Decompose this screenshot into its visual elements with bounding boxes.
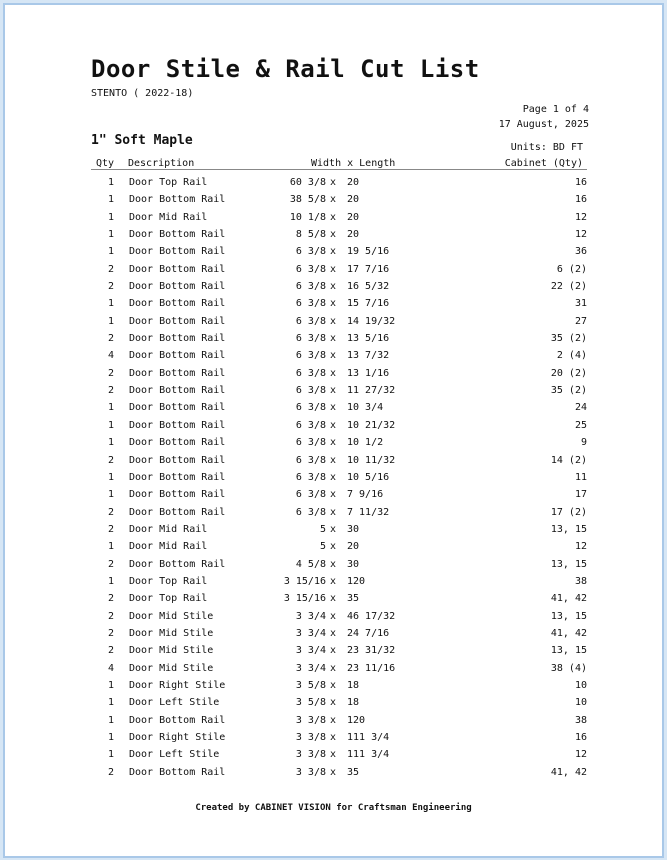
row-width: 6 3/8 xyxy=(295,471,326,483)
row-size-separator: x xyxy=(330,610,337,622)
header-qty: Qty xyxy=(96,158,115,169)
row-qty: 1 xyxy=(107,749,115,761)
row-width: 3 3/4 xyxy=(295,662,326,674)
table-row xyxy=(5,385,667,402)
row-description: Door Bottom Rail xyxy=(129,367,226,379)
row-cabinet: 22 (2) xyxy=(550,281,587,293)
job-name: STENTO ( 2022-18) xyxy=(91,88,194,99)
row-length: 13 7/32 xyxy=(347,350,390,362)
row-size-separator: x xyxy=(330,367,337,379)
table-row xyxy=(5,715,667,732)
row-cabinet: 16 xyxy=(574,732,587,743)
row-qty: 2 xyxy=(107,645,115,657)
row-description: Door Right Stile xyxy=(129,679,226,691)
table-row xyxy=(5,229,667,246)
row-description: Door Bottom Rail xyxy=(129,246,226,258)
row-width: 4 5/8 xyxy=(295,558,326,570)
table-row xyxy=(5,264,667,281)
row-size-separator: x xyxy=(330,229,337,241)
row-size-separator: x xyxy=(330,471,337,483)
row-width: 6 3/8 xyxy=(295,281,326,293)
row-width: 60 3/8 xyxy=(289,177,326,188)
row-qty: 1 xyxy=(107,402,115,414)
row-length: 10 5/16 xyxy=(347,471,390,483)
row-qty: 1 xyxy=(107,194,115,206)
row-cabinet: 13, 15 xyxy=(550,645,587,657)
row-description: Door Bottom Rail xyxy=(129,714,226,726)
row-size-separator: x xyxy=(330,541,337,553)
row-size-separator: x xyxy=(330,662,337,674)
row-qty: 1 xyxy=(107,229,115,241)
row-description: Door Bottom Rail xyxy=(129,489,226,501)
row-length: 20 xyxy=(347,177,360,188)
row-width: 3 5/8 xyxy=(295,679,326,691)
row-cabinet: 12 xyxy=(574,749,587,761)
table-row xyxy=(5,350,667,367)
row-length: 120 xyxy=(347,714,366,726)
row-cabinet: 38 (4) xyxy=(550,662,587,674)
row-qty: 2 xyxy=(107,766,115,778)
row-cabinet: 41, 42 xyxy=(550,766,587,778)
row-cabinet: 41, 42 xyxy=(550,627,587,639)
row-width: 10 1/8 xyxy=(289,211,326,223)
row-size-separator: x xyxy=(330,385,337,397)
row-cabinet: 11 xyxy=(574,471,587,483)
table-row xyxy=(5,298,667,315)
table-row xyxy=(5,576,667,593)
row-length: 30 xyxy=(347,558,360,570)
row-width: 5 xyxy=(319,541,326,553)
row-description: Door Bottom Rail xyxy=(129,385,226,397)
row-width: 6 3/8 xyxy=(295,437,326,449)
row-cabinet: 6 (2) xyxy=(556,263,587,275)
row-length: 20 xyxy=(347,194,360,206)
row-length: 11 27/32 xyxy=(347,385,396,397)
row-width: 3 3/8 xyxy=(295,714,326,726)
row-qty: 4 xyxy=(107,350,115,362)
row-width: 38 5/8 xyxy=(289,194,326,206)
row-length: 10 3/4 xyxy=(347,402,384,414)
row-description: Door Bottom Rail xyxy=(129,298,226,310)
row-qty: 2 xyxy=(107,263,115,275)
row-size-separator: x xyxy=(330,350,337,362)
table-row xyxy=(5,611,667,628)
row-length: 7 11/32 xyxy=(347,506,390,518)
row-size-separator: x xyxy=(330,402,337,414)
row-size-separator: x xyxy=(330,177,337,188)
row-qty: 1 xyxy=(107,211,115,223)
row-width: 3 5/8 xyxy=(295,697,326,709)
row-width: 6 3/8 xyxy=(295,385,326,397)
table-row xyxy=(5,680,667,697)
row-length: 16 5/32 xyxy=(347,281,390,293)
row-length: 10 11/32 xyxy=(347,454,396,466)
row-size-separator: x xyxy=(330,419,337,431)
row-description: Door Bottom Rail xyxy=(129,263,226,275)
row-length: 7 9/16 xyxy=(347,489,384,501)
row-width: 3 3/8 xyxy=(295,766,326,778)
row-size-separator: x xyxy=(330,558,337,570)
row-size-separator: x xyxy=(330,645,337,657)
row-length: 17 7/16 xyxy=(347,263,390,275)
row-qty: 1 xyxy=(107,177,115,188)
row-cabinet: 2 (4) xyxy=(556,350,587,362)
row-description: Door Bottom Rail xyxy=(129,281,226,293)
row-width: 3 15/16 xyxy=(283,575,326,587)
row-description: Door Left Stile xyxy=(129,749,220,761)
row-cabinet: 16 xyxy=(574,194,587,206)
row-size-separator: x xyxy=(330,627,337,639)
row-length: 35 xyxy=(347,766,360,778)
row-qty: 4 xyxy=(107,662,115,674)
row-size-separator: x xyxy=(330,298,337,310)
row-description: Door Mid Rail xyxy=(129,523,208,535)
row-description: Door Bottom Rail xyxy=(129,229,226,241)
row-width: 6 3/8 xyxy=(295,454,326,466)
row-size-separator: x xyxy=(330,679,337,691)
row-qty: 1 xyxy=(107,541,115,553)
row-qty: 1 xyxy=(107,419,115,431)
row-length: 18 xyxy=(347,697,360,709)
row-description: Door Mid Stile xyxy=(129,662,214,674)
row-description: Door Mid Stile xyxy=(129,610,214,622)
row-length: 23 31/32 xyxy=(347,645,396,657)
row-description: Door Bottom Rail xyxy=(129,333,226,345)
row-qty: 1 xyxy=(107,246,115,258)
row-width: 3 3/4 xyxy=(295,627,326,639)
row-length: 111 3/4 xyxy=(347,732,390,743)
row-cabinet: 14 (2) xyxy=(550,454,587,466)
row-description: Door Mid Stile xyxy=(129,645,214,657)
row-qty: 2 xyxy=(107,610,115,622)
table-row xyxy=(5,472,667,489)
row-qty: 1 xyxy=(107,437,115,449)
row-cabinet: 17 xyxy=(574,489,587,501)
row-cabinet: 20 (2) xyxy=(550,367,587,379)
row-size-separator: x xyxy=(330,749,337,761)
row-cabinet: 38 xyxy=(574,575,587,587)
row-width: 3 3/4 xyxy=(295,610,326,622)
row-qty: 1 xyxy=(107,732,115,743)
row-description: Door Mid Stile xyxy=(129,627,214,639)
row-description: Door Bottom Rail xyxy=(129,315,226,327)
row-width: 6 3/8 xyxy=(295,419,326,431)
report-date: 17 August, 2025 xyxy=(498,119,589,130)
row-width: 6 3/8 xyxy=(295,506,326,518)
header-size: Width x Length xyxy=(311,158,396,169)
row-length: 18 xyxy=(347,679,360,691)
row-qty: 1 xyxy=(107,575,115,587)
report-title: Door Stile & Rail Cut List xyxy=(91,55,480,83)
table-row xyxy=(5,628,667,645)
row-description: Door Bottom Rail xyxy=(129,558,226,570)
row-cabinet: 35 (2) xyxy=(550,385,587,397)
header-divider xyxy=(91,169,587,170)
table-row xyxy=(5,455,667,472)
table-row xyxy=(5,212,667,229)
row-length: 46 17/32 xyxy=(347,610,396,622)
row-width: 3 3/8 xyxy=(295,732,326,743)
row-description: Door Bottom Rail xyxy=(129,419,226,431)
row-qty: 2 xyxy=(107,627,115,639)
row-size-separator: x xyxy=(330,246,337,258)
row-length: 23 11/16 xyxy=(347,662,396,674)
material-heading: 1" Soft Maple xyxy=(91,133,193,148)
row-description: Door Bottom Rail xyxy=(129,471,226,483)
row-size-separator: x xyxy=(330,194,337,206)
row-cabinet: 27 xyxy=(574,315,587,327)
table-row xyxy=(5,559,667,576)
row-cabinet: 24 xyxy=(574,402,587,414)
row-size-separator: x xyxy=(330,732,337,743)
row-length: 10 1/2 xyxy=(347,437,384,449)
row-length: 35 xyxy=(347,593,360,605)
header-description: Description xyxy=(128,158,195,169)
header-cabinet: Cabinet (Qty) xyxy=(504,158,583,169)
row-width: 5 xyxy=(319,523,326,535)
row-width: 6 3/8 xyxy=(295,350,326,362)
row-description: Door Bottom Rail xyxy=(129,506,226,518)
row-description: Door Bottom Rail xyxy=(129,437,226,449)
row-description: Door Bottom Rail xyxy=(129,766,226,778)
table-row xyxy=(5,246,667,263)
table-row xyxy=(5,177,667,194)
units-label: Units: BD FT xyxy=(510,142,583,153)
table-row xyxy=(5,749,667,766)
report-page xyxy=(3,3,664,858)
row-qty: 2 xyxy=(107,333,115,345)
table-row xyxy=(5,437,667,454)
row-qty: 1 xyxy=(107,315,115,327)
row-length: 19 5/16 xyxy=(347,246,390,258)
row-length: 24 7/16 xyxy=(347,627,390,639)
row-size-separator: x xyxy=(330,575,337,587)
row-size-separator: x xyxy=(330,697,337,709)
row-size-separator: x xyxy=(330,766,337,778)
row-cabinet: 25 xyxy=(574,419,587,431)
row-length: 13 1/16 xyxy=(347,367,390,379)
row-qty: 2 xyxy=(107,523,115,535)
row-width: 6 3/8 xyxy=(295,489,326,501)
row-description: Door Top Rail xyxy=(129,177,208,188)
row-width: 3 3/4 xyxy=(295,645,326,657)
row-size-separator: x xyxy=(330,315,337,327)
row-size-separator: x xyxy=(330,263,337,275)
row-size-separator: x xyxy=(330,281,337,293)
row-length: 13 5/16 xyxy=(347,333,390,345)
row-description: Door Top Rail xyxy=(129,593,208,605)
table-row xyxy=(5,420,667,437)
table-row xyxy=(5,507,667,524)
row-qty: 2 xyxy=(107,558,115,570)
row-length: 20 xyxy=(347,229,360,241)
row-size-separator: x xyxy=(330,437,337,449)
row-cabinet: 10 xyxy=(574,679,587,691)
row-width: 3 15/16 xyxy=(283,593,326,605)
row-cabinet: 13, 15 xyxy=(550,523,587,535)
row-width: 6 3/8 xyxy=(295,298,326,310)
table-row xyxy=(5,663,667,680)
row-size-separator: x xyxy=(330,489,337,501)
row-cabinet: 10 xyxy=(574,697,587,709)
table-row xyxy=(5,732,667,749)
row-width: 6 3/8 xyxy=(295,367,326,379)
row-qty: 2 xyxy=(107,593,115,605)
cut-list-table xyxy=(5,177,667,784)
row-qty: 1 xyxy=(107,298,115,310)
row-qty: 2 xyxy=(107,454,115,466)
row-cabinet: 36 xyxy=(574,246,587,258)
row-width: 6 3/8 xyxy=(295,333,326,345)
row-cabinet: 17 (2) xyxy=(550,506,587,518)
row-cabinet: 12 xyxy=(574,211,587,223)
row-length: 120 xyxy=(347,575,366,587)
row-cabinet: 13, 15 xyxy=(550,558,587,570)
row-length: 14 19/32 xyxy=(347,315,396,327)
row-qty: 2 xyxy=(107,506,115,518)
row-cabinet: 9 xyxy=(580,437,587,449)
row-description: Door Bottom Rail xyxy=(129,454,226,466)
row-description: Door Right Stile xyxy=(129,732,226,743)
row-size-separator: x xyxy=(330,506,337,518)
table-row xyxy=(5,333,667,350)
table-row xyxy=(5,593,667,610)
row-length: 10 21/32 xyxy=(347,419,396,431)
row-qty: 1 xyxy=(107,697,115,709)
row-length: 15 7/16 xyxy=(347,298,390,310)
row-qty: 1 xyxy=(107,489,115,501)
table-row xyxy=(5,541,667,558)
row-length: 20 xyxy=(347,211,360,223)
row-size-separator: x xyxy=(330,211,337,223)
row-qty: 2 xyxy=(107,367,115,379)
table-row xyxy=(5,767,667,784)
row-description: Door Top Rail xyxy=(129,575,208,587)
table-row xyxy=(5,402,667,419)
table-row xyxy=(5,194,667,211)
row-cabinet: 38 xyxy=(574,714,587,726)
row-cabinet: 13, 15 xyxy=(550,610,587,622)
row-length: 111 3/4 xyxy=(347,749,390,761)
table-row xyxy=(5,368,667,385)
row-width: 8 5/8 xyxy=(295,229,326,241)
table-row xyxy=(5,697,667,714)
row-width: 6 3/8 xyxy=(295,402,326,414)
row-qty: 1 xyxy=(107,471,115,483)
page-number: Page 1 of 4 xyxy=(522,104,589,115)
row-qty: 2 xyxy=(107,385,115,397)
row-size-separator: x xyxy=(330,454,337,466)
row-description: Door Bottom Rail xyxy=(129,350,226,362)
row-width: 6 3/8 xyxy=(295,315,326,327)
table-row xyxy=(5,281,667,298)
report-footer: Created by CABINET VISION for Craftsman Engineering xyxy=(195,803,472,813)
table-row xyxy=(5,489,667,506)
row-size-separator: x xyxy=(330,523,337,535)
row-cabinet: 16 xyxy=(574,177,587,188)
row-size-separator: x xyxy=(330,333,337,345)
table-row xyxy=(5,645,667,662)
row-qty: 2 xyxy=(107,281,115,293)
row-description: Door Bottom Rail xyxy=(129,402,226,414)
row-cabinet: 12 xyxy=(574,229,587,241)
row-size-separator: x xyxy=(330,593,337,605)
table-row xyxy=(5,524,667,541)
row-description: Door Bottom Rail xyxy=(129,194,226,206)
row-cabinet: 31 xyxy=(574,298,587,310)
row-cabinet: 41, 42 xyxy=(550,593,587,605)
table-row xyxy=(5,316,667,333)
row-cabinet: 35 (2) xyxy=(550,333,587,345)
row-length: 30 xyxy=(347,523,360,535)
page-info xyxy=(499,102,589,132)
row-cabinet: 12 xyxy=(574,541,587,553)
row-description: Door Left Stile xyxy=(129,697,220,709)
row-width: 3 3/8 xyxy=(295,749,326,761)
row-qty: 1 xyxy=(107,714,115,726)
row-length: 20 xyxy=(347,541,360,553)
row-description: Door Mid Rail xyxy=(129,541,208,553)
row-description: Door Mid Rail xyxy=(129,211,208,223)
row-width: 6 3/8 xyxy=(295,263,326,275)
row-qty: 1 xyxy=(107,679,115,691)
row-width: 6 3/8 xyxy=(295,246,326,258)
row-size-separator: x xyxy=(330,714,337,726)
